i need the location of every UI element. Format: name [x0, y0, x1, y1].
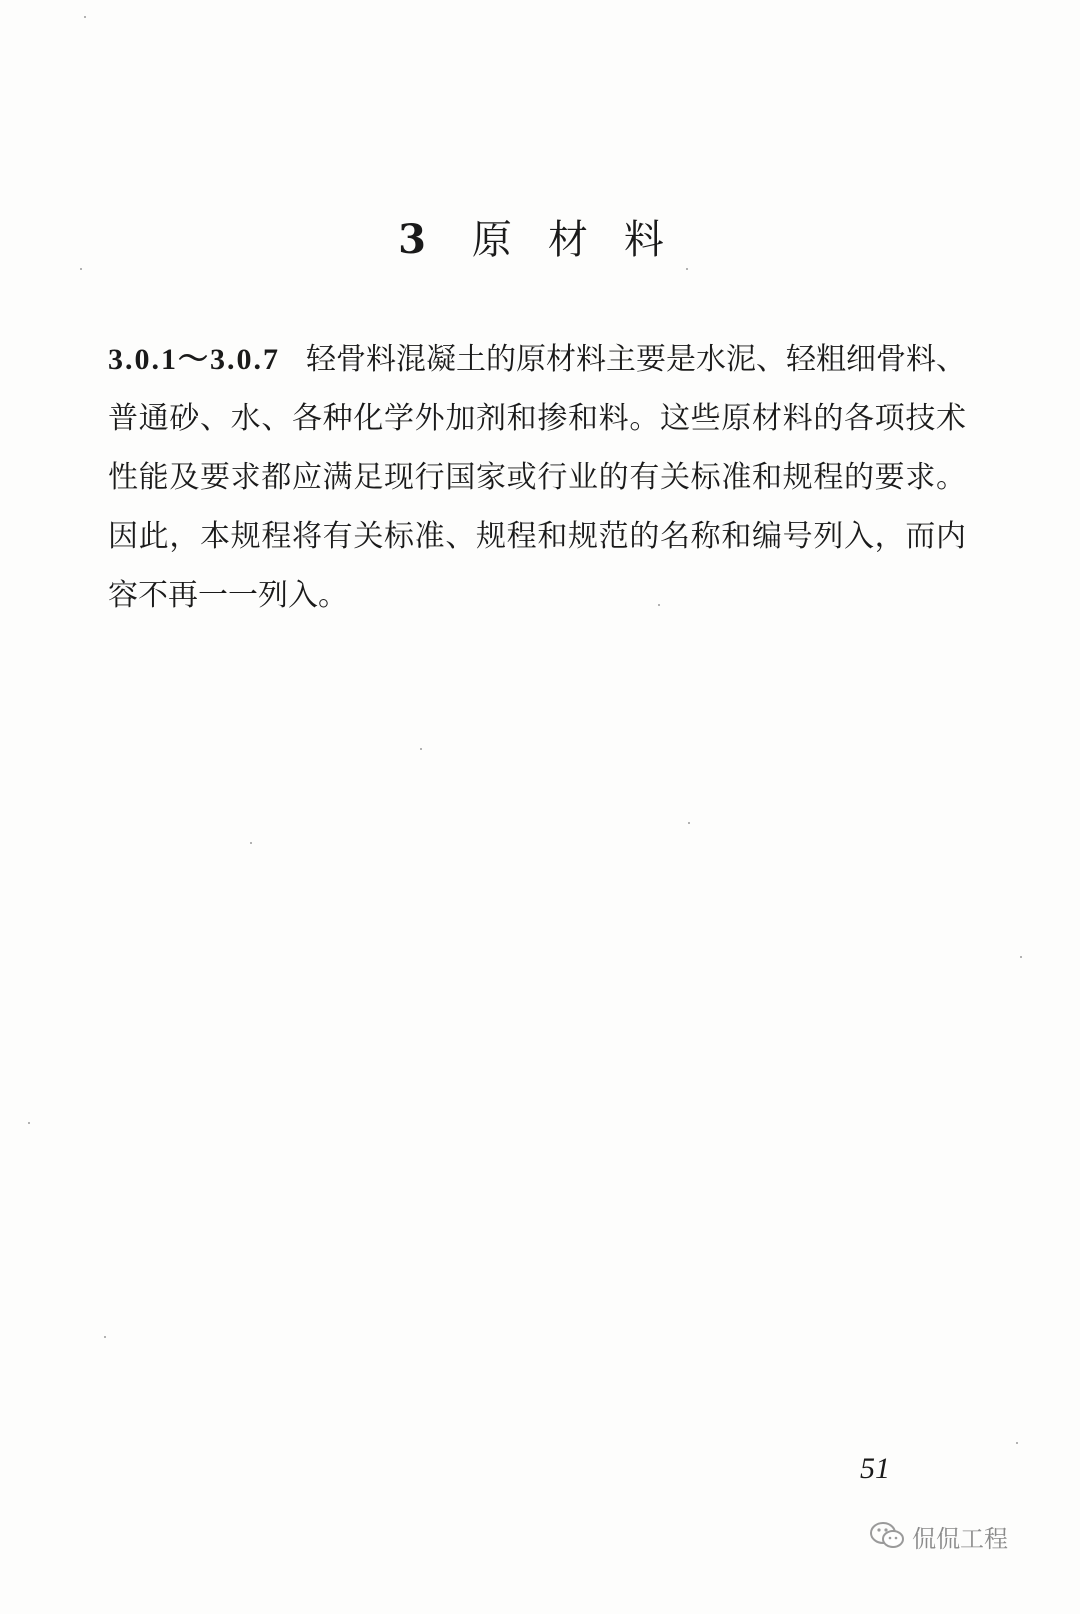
scan-speck: [104, 1336, 106, 1338]
wechat-icon: [868, 1520, 906, 1552]
scan-speck: [658, 604, 660, 606]
scan-speck: [420, 748, 422, 750]
chapter-number: 3: [398, 216, 426, 263]
scan-speck: [84, 16, 86, 18]
clause-paragraph: [108, 330, 966, 625]
scan-speck: [686, 268, 688, 270]
scan-speck: [80, 268, 82, 270]
scan-speck: [1020, 956, 1022, 958]
chapter-title: [0, 208, 1080, 265]
chapter-title-char: 原: [471, 217, 512, 263]
watermark-text: 侃侃工程: [912, 1524, 1008, 1553]
scan-speck: [688, 822, 690, 824]
scan-speck: [250, 842, 252, 844]
scan-speck: [28, 1122, 30, 1124]
chapter-title-char: 料: [623, 217, 664, 263]
clause-text: 轻骨料混凝土的原材料主要是水泥、轻粗细骨料、普通砂、水、各种化学外加剂和掺和料。这些原材料的各项技术性能及要求都应满足现行国家或行业的有关标准和规程的要求。因此，本规程将有关标准、规程和规范的名称和编号列入，而内容不再一一列入。: [108, 342, 966, 613]
watermark: [868, 1518, 1008, 1554]
scan-speck: [1016, 1442, 1018, 1444]
page-number: 51: [860, 1452, 890, 1485]
clause-number: 3.0.1～3.0.7: [108, 343, 280, 376]
chapter-title-char: 材: [547, 217, 588, 263]
